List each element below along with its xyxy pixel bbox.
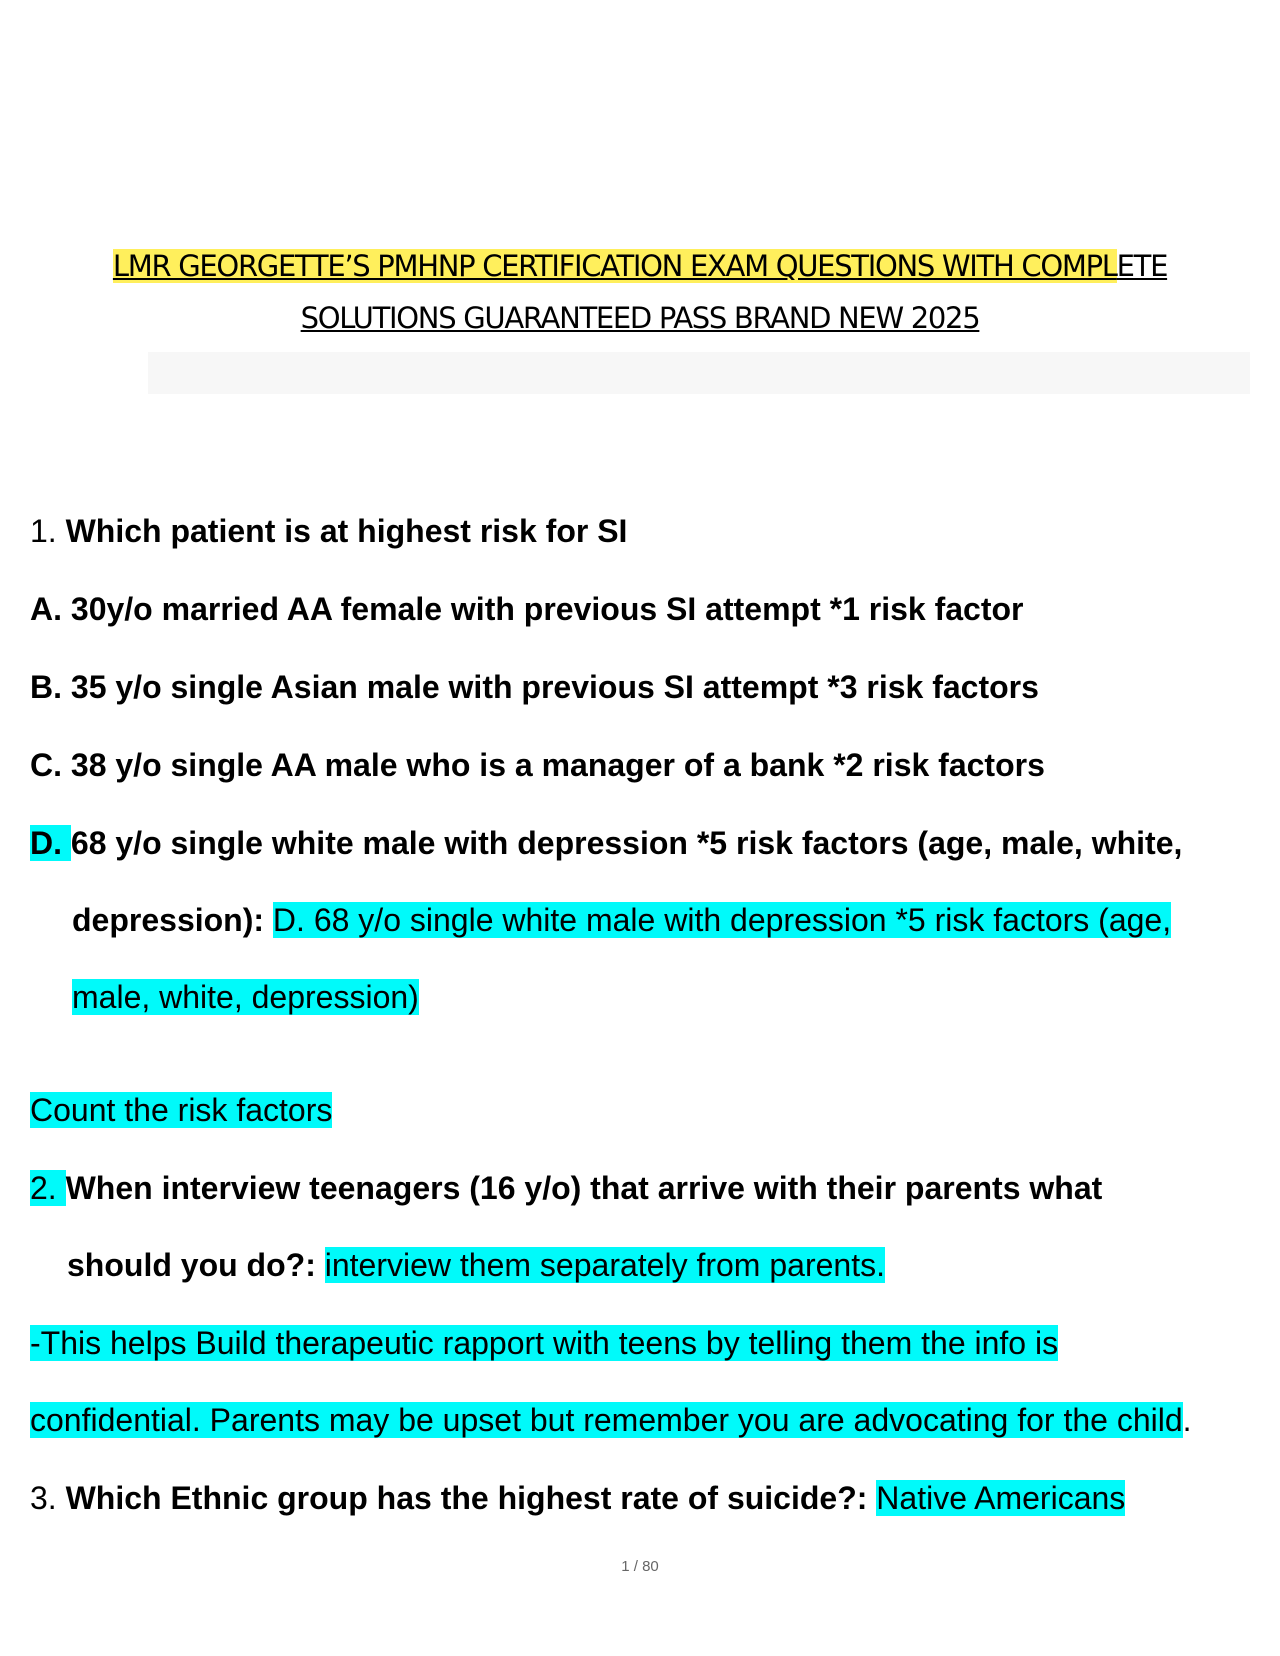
question-1-answer-line-2 [72,979,419,1016]
title-line-2: SOLUTIONS GUARANTEED PASS BRAND NEW 2025 [300,301,980,335]
question-3-answer: Native Americans [876,1480,1126,1516]
title-highlighted-text: LMR GEORGETTE’S PMHNP CERTIFICATION EXAM QUESTIONS WITH COMPL [112,249,1117,283]
question-3-text: Which Ethnic group has the highest rate of suicide?: [65,1480,877,1516]
question-2-note-1: -This helps Build therapeutic rapport with teens by telling them the info is [30,1325,1059,1361]
question-2-note-line-1 [30,1325,1058,1362]
question-3 [30,1480,1125,1517]
gray-banner [148,352,1250,394]
question-1-option-b: B. 35 y/o single Asian male with previous SI attempt *3 risk factors [30,669,1039,705]
question-2-text: When interview teenagers (16 y/o) that arrive with their parents what [65,1170,1103,1206]
question-2 [30,1170,1102,1207]
question-1 [30,513,627,550]
question-1-option-d [30,825,1182,862]
question-3-number: 3. [30,1480,66,1516]
option-d-text: 68 y/o single white male with depression *5 risk factors (age, male, white, [70,825,1183,861]
title-rest-text: ETE [1116,249,1168,283]
question-2-number: 2. [30,1170,66,1206]
page-number: 1 / 80 [621,1558,659,1575]
question-2-note-2: confidential. Parents may be upset but remember you are advocating for the child [30,1402,1183,1438]
question-1-note [30,1092,332,1129]
document-title [30,240,1250,344]
option-d-continuation: depression): [72,902,273,938]
question-1-answer-line [72,902,1171,939]
title-line-1 [30,240,1250,292]
question-1-answer-cont: male, white, depression) [72,979,419,1015]
question-1-text: Which patient is at highest risk for SI [65,513,628,549]
option-d-letter: D. [30,825,71,861]
question-1-option-a: A. 30y/o married AA female with previous SI attempt *1 risk factor [30,591,1024,627]
question-1-option-c: C. 38 y/o single AA male who is a manager of a bank *2 risk factors [30,747,1045,783]
question-2-answer: interview them separately from parents. [324,1247,885,1283]
question-1-note-text: Count the risk factors [30,1092,333,1128]
question-1-answer: D. 68 y/o single white male with depression *5 risk factors (age, [272,902,1172,938]
question-2-note-line-2 [30,1402,1192,1439]
question-2-text-cont: should you do?: [67,1247,325,1283]
question-1-number: 1. [30,513,66,549]
question-2-line-2 [67,1247,885,1284]
question-2-note-2-end: . [1182,1402,1192,1438]
